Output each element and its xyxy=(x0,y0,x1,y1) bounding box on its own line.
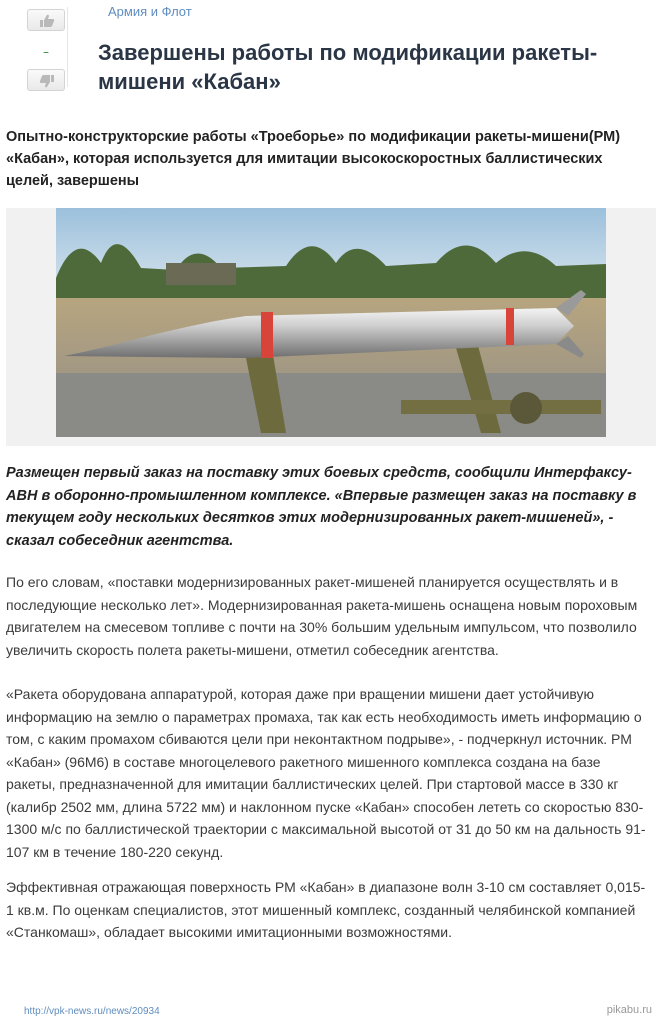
quote-paragraph: Размещен первый заказ на поставку этих боевых средств, сообщили Интерфаксу-АВН в оборонно-промышленном комплексе. «Впервые размещен заказ на поставку в текущем году нескольких десятков этих модернизированных ракет-мишеней», - сказал собеседник агентства. xyxy=(6,465,637,549)
body-paragraph: По его словам, «поставки модернизированных ракет-мишеней планируется осуществлять и в последующие несколько лет». Модернизированная ракета-мишень оснащена новым пороховым двигателем на смесевом топливе с почти на 30% большим удельным импульсом, что позволило увеличить скорость полета ракеты-мишени, отметил собеседник агентства. xyxy=(6,574,638,658)
body-paragraph: «Ракета оборудована аппаратурой, которая даже при вращении мишени дает устойчивую информацию на землю о параметрах промаха, так как есть необходимость иметь информацию о том, с каким промахом сбиваются цели при неконтактном подрыве», - подчеркнул источник. РМ «Кабан» (96М6) в составе многоцелевого ракетного мишенного комплекса создана на базе ракеты, предназначенной для имитации баллистических целей. При стартовой массе в 330 кг (калибр 2502 мм, длина 5722 мм) и наклонном пуске «Кабан» способен лететь со скоростью 830-1300 м/с по баллистической траектории с максимальной высотой от 31 до 50 км на дальность 91-107 км в течение 180-220 секунд. xyxy=(6,686,646,860)
category-link[interactable]: Армия и Флот xyxy=(108,4,192,19)
vote-widget xyxy=(27,7,68,87)
body-paragraph: Эффективная отражающая поверхность РМ «Кабан» в диапазоне волн 3-10 см составляет 0,015-1 кв.м. По оценкам специалистов, этот мишенный комплекс, созданный челябинской компанией «Станкомаш», обладает высокими имитационными возможностями. xyxy=(6,879,646,940)
source-link[interactable]: http://vpk-news.ru/news/20934 xyxy=(24,1006,160,1017)
vote-score: – xyxy=(43,45,49,59)
site-watermark: pikabu.ru xyxy=(606,1004,652,1016)
rocket-photo xyxy=(56,208,606,437)
thumbs-up-icon xyxy=(39,14,55,28)
thumbs-down-icon xyxy=(39,74,55,88)
post-title[interactable]: Завершены работы по модификации ракеты-мишени «Кабан» xyxy=(98,40,598,94)
upvote-button[interactable] xyxy=(27,9,65,31)
downvote-button[interactable] xyxy=(27,69,65,91)
lead-paragraph: Опытно-конструкторские работы «Троеборье» по модификации ракеты-мишени(РМ) «Кабан», которая используется для имитации высокоскоростных баллистических целей, завершены xyxy=(6,129,621,189)
